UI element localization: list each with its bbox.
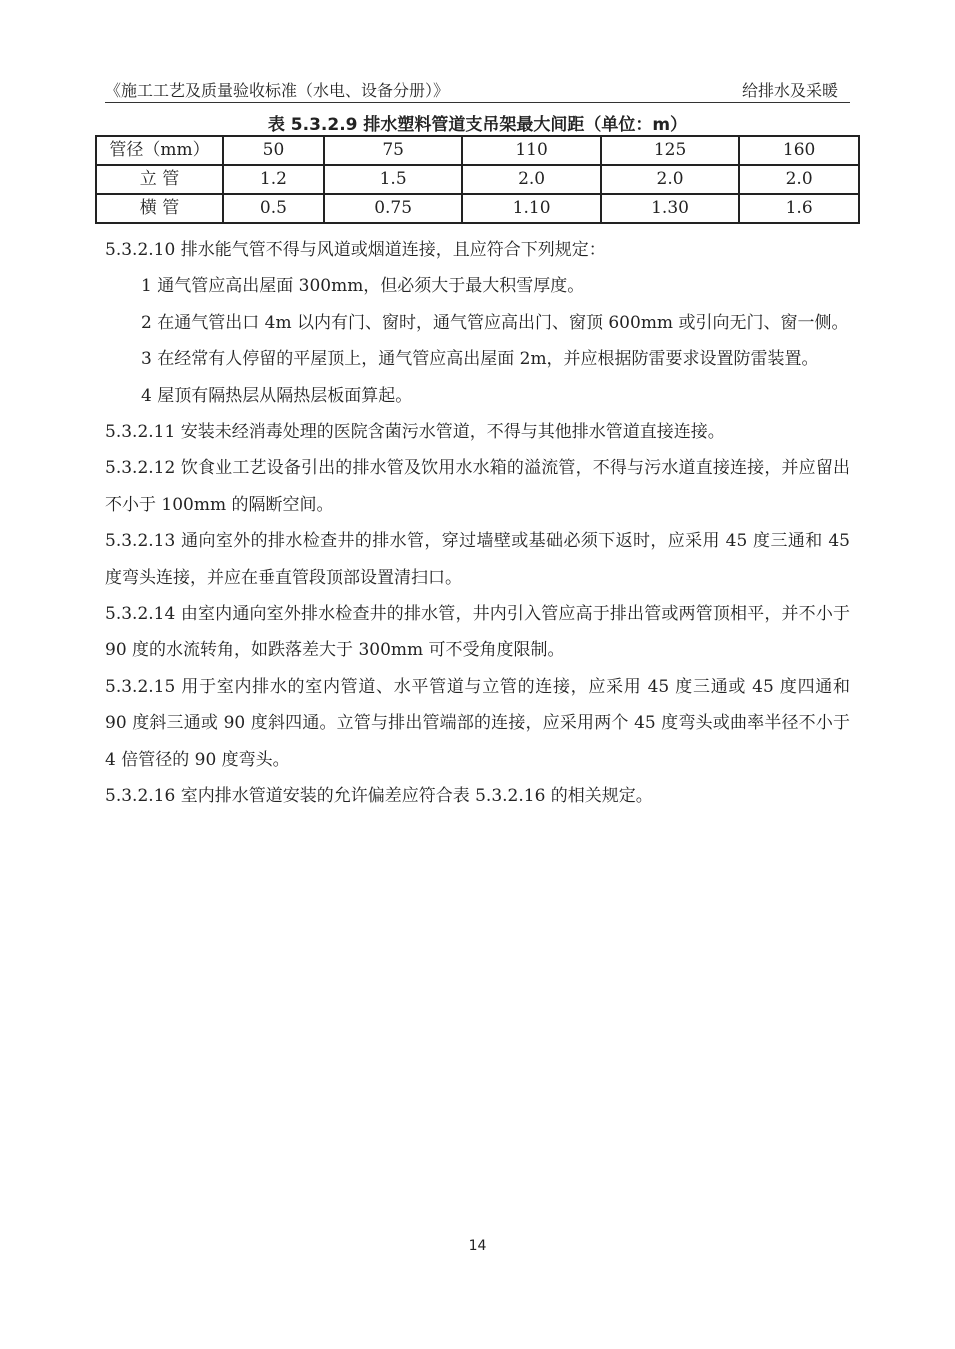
clause-paragraph: 5.3.2.16 室内排水管道安装的允许偏差应符合表 5.3.2.16 的相关规定。 (105, 786, 653, 807)
table-cell: 2.0 (601, 165, 739, 194)
page-header (105, 78, 850, 103)
clause-paragraph: 5.3.2.12 饮食业工艺设备引出的排水管及饮用水水箱的溢流管，不得与污水道直接连接，并应留出不小于 100mm 的隔断空间。 (105, 458, 850, 515)
table-cell: 0.5 (223, 194, 324, 223)
table-cell: 1.5 (324, 165, 462, 194)
table-cell: 立 管 (96, 165, 223, 194)
table-cell: 横 管 (96, 194, 223, 223)
clause-item: 2 在通气管出口 4m 以内有门、窗时，通气管应高出门、窗顶 600mm 或引向无门、窗一侧。 (141, 312, 849, 333)
clause-paragraph: 5.3.2.14 由室内通向室外排水检查井的排水管，井内引入管应高于排出管或两管顶相平，并不小于 90 度的水流转角，如跌落差大于 300mm 可不受角度限制。 (105, 604, 850, 661)
table-row (96, 194, 859, 223)
table-cell: 160 (739, 136, 859, 165)
clause-paragraph: 5.3.2.10 排水能气管不得与风道或烟道连接，且应符合下列规定： (105, 240, 606, 260)
support-spacing-table (95, 135, 860, 224)
table-cell: 2.0 (739, 165, 859, 194)
table-cell: 1.10 (462, 194, 600, 223)
table-cell: 50 (223, 136, 324, 165)
table-cell: 1.6 (739, 194, 859, 223)
clause-item: 1 通气管应高出屋面 300mm，但必须大于最大积雪厚度。 (141, 276, 585, 297)
table-cell: 1.2 (223, 165, 324, 194)
table-cell: 75 (324, 136, 462, 165)
header-document-title: 《施工工艺及质量验收标准（水电、设备分册）》 (105, 81, 450, 100)
body-text (105, 232, 850, 815)
page-number: 14 (468, 1238, 487, 1254)
table-cell: 110 (462, 136, 600, 165)
table-cell: 125 (601, 136, 739, 165)
table-row (96, 136, 859, 165)
table-row (96, 165, 859, 194)
clause-item: 4 屋顶有隔热层从隔热层板面算起。 (141, 385, 413, 406)
clause-item: 3 在经常有人停留的平屋顶上，通气管应高出屋面 2m，并应根据防雷要求设置防雷装置。 (141, 349, 819, 370)
clause-paragraph: 5.3.2.13 通向室外的排水检查井的排水管，穿过墙壁或基础必须下返时，应采用 45 度三通和 45 度弯头连接，并应在垂直管段顶部设置清扫口。 (105, 531, 850, 588)
table-cell: 2.0 (462, 165, 600, 194)
clause-paragraph: 5.3.2.11 安装未经消毒处理的医院含菌污水管道，不得与其他排水管道直接连接。 (105, 422, 725, 443)
table-title: 表 5.3.2.9 排水塑料管道支吊架最大间距（单位：m） (267, 115, 688, 135)
table-cell: 管径（mm） (96, 136, 223, 165)
header-section-title: 给排水及采暖 (741, 81, 838, 100)
table-cell: 0.75 (324, 194, 462, 223)
table-cell: 1.30 (601, 194, 739, 223)
clause-paragraph: 5.3.2.15 用于室内排水的室内管道、水平管道与立管的连接，应采用 45 度三通或 45 度四通和 90 度斜三通或 90 度斜四通。立管与排出管端部的连接，应采用两个 45 度弯头或曲率半径不小于 4 倍管径的 90 度弯头。 (105, 676, 850, 770)
